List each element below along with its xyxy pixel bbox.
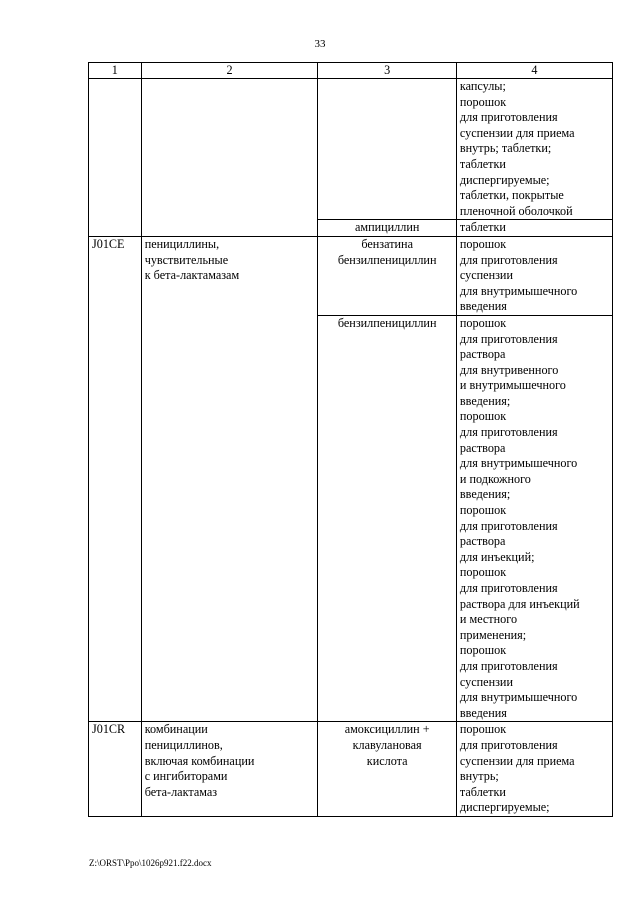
page-number: 33 xyxy=(314,38,326,50)
drug-line: ампициллин xyxy=(354,220,420,235)
forms-line: порошок xyxy=(459,503,507,518)
forms-line: порошок xyxy=(459,409,507,424)
forms-line: таблетки, покрытые xyxy=(459,188,564,203)
drug-line: бензилпенициллин xyxy=(337,252,437,267)
forms-line: для приготовления xyxy=(459,110,558,125)
forms-line: таблетки xyxy=(459,784,506,799)
drug-name-cell xyxy=(318,220,456,237)
dosage-form-cell xyxy=(456,79,612,220)
drug-line: амоксициллин + xyxy=(344,722,430,737)
forms-line: капсулы; xyxy=(459,79,506,93)
group-line: чувствительные xyxy=(144,252,229,267)
dosage-form-cell xyxy=(456,220,612,237)
forms-line: порошок xyxy=(459,722,507,737)
atc-code-cell: J01CE xyxy=(89,236,142,721)
drug-table xyxy=(88,62,613,817)
group-line: пенициллины, xyxy=(144,236,220,251)
forms-line: порошок xyxy=(459,565,507,580)
group-name-cell xyxy=(141,722,318,817)
group-name-cell xyxy=(141,79,318,237)
forms-line: порошок xyxy=(459,315,507,330)
forms-line: введения; xyxy=(459,487,511,502)
group-line: к бета-лактамазам xyxy=(144,268,240,283)
forms-line: и местного xyxy=(459,612,518,627)
drug-name-cell xyxy=(318,315,456,721)
forms-line: порошок xyxy=(459,643,507,658)
group-line: бета-лактамаз xyxy=(144,784,218,799)
group-line: пенициллинов, xyxy=(144,737,223,752)
group-name-cell xyxy=(141,236,318,721)
atc-code-cell: J01CR xyxy=(89,722,142,817)
drug-name-cell xyxy=(318,722,456,817)
atc-code-cell xyxy=(89,79,142,237)
forms-line: раствора xyxy=(459,347,506,362)
dosage-form-cell xyxy=(456,236,612,315)
forms-line: таблетки xyxy=(459,220,506,235)
drug-line: бензилпенициллин xyxy=(337,315,437,330)
drug-line: клавулановая xyxy=(352,737,422,752)
forms-line: суспензии для приема xyxy=(459,125,575,140)
forms-line: для приготовления xyxy=(459,518,558,533)
table-row xyxy=(89,236,613,315)
forms-line: порошок xyxy=(459,236,507,251)
forms-line: введения xyxy=(459,705,507,720)
forms-line: раствора xyxy=(459,534,506,549)
forms-line: и внутримышечного xyxy=(459,378,566,393)
group-line: комбинации xyxy=(144,722,208,737)
drug-name-cell xyxy=(318,79,456,220)
forms-line: для внутримышечного xyxy=(459,283,578,298)
group-line: с ингибиторами xyxy=(144,769,228,784)
forms-line: внутрь; таблетки; xyxy=(459,141,552,156)
column-header-2: 2 xyxy=(141,63,318,79)
drug-name-cell xyxy=(318,236,456,315)
table-row xyxy=(89,722,613,817)
file-path-footer: Z:\ORST\Ppo\1026p921.f22.docx xyxy=(89,858,212,868)
forms-line: применения; xyxy=(459,627,527,642)
forms-line: для инъекций; xyxy=(459,549,535,564)
forms-line: для приготовления xyxy=(459,331,558,346)
forms-line: для приготовления xyxy=(459,252,558,267)
forms-line: порошок xyxy=(459,94,507,109)
column-header-1: 1 xyxy=(89,63,142,79)
forms-line: для приготовления xyxy=(459,581,558,595)
forms-line: раствора для инъекций xyxy=(459,596,580,611)
forms-line: и подкожного xyxy=(459,471,531,486)
forms-line: введения; xyxy=(459,393,511,408)
drug-line: бензатина xyxy=(361,236,413,251)
forms-line: пленочной оболочкой xyxy=(459,203,573,218)
forms-line: диспергируемые; xyxy=(459,800,550,815)
forms-line: суспензии xyxy=(459,268,513,283)
forms-line: для внутримышечного xyxy=(459,690,578,705)
forms-line: для приготовления xyxy=(459,737,558,752)
dosage-form-cell xyxy=(456,315,612,721)
table-row xyxy=(89,79,613,220)
forms-line: суспензии для приема xyxy=(459,753,575,768)
forms-line: для приготовления xyxy=(459,425,558,440)
dosage-form-cell xyxy=(456,722,612,817)
forms-line: раствора xyxy=(459,440,506,455)
forms-line: внутрь; xyxy=(459,769,499,784)
table-header-row xyxy=(89,63,613,79)
forms-line: диспергируемые; xyxy=(459,172,550,187)
forms-line: суспензии xyxy=(459,674,513,689)
forms-line: для внутривенного xyxy=(459,362,559,377)
forms-line: для внутримышечного xyxy=(459,456,578,471)
forms-line: введения xyxy=(459,299,507,314)
drug-line: кислота xyxy=(366,753,408,768)
column-header-4: 4 xyxy=(456,63,612,79)
forms-line: для приготовления xyxy=(459,658,558,673)
forms-line: таблетки xyxy=(459,156,506,171)
group-line: включая комбинации xyxy=(144,753,255,768)
column-header-3: 3 xyxy=(318,63,456,79)
